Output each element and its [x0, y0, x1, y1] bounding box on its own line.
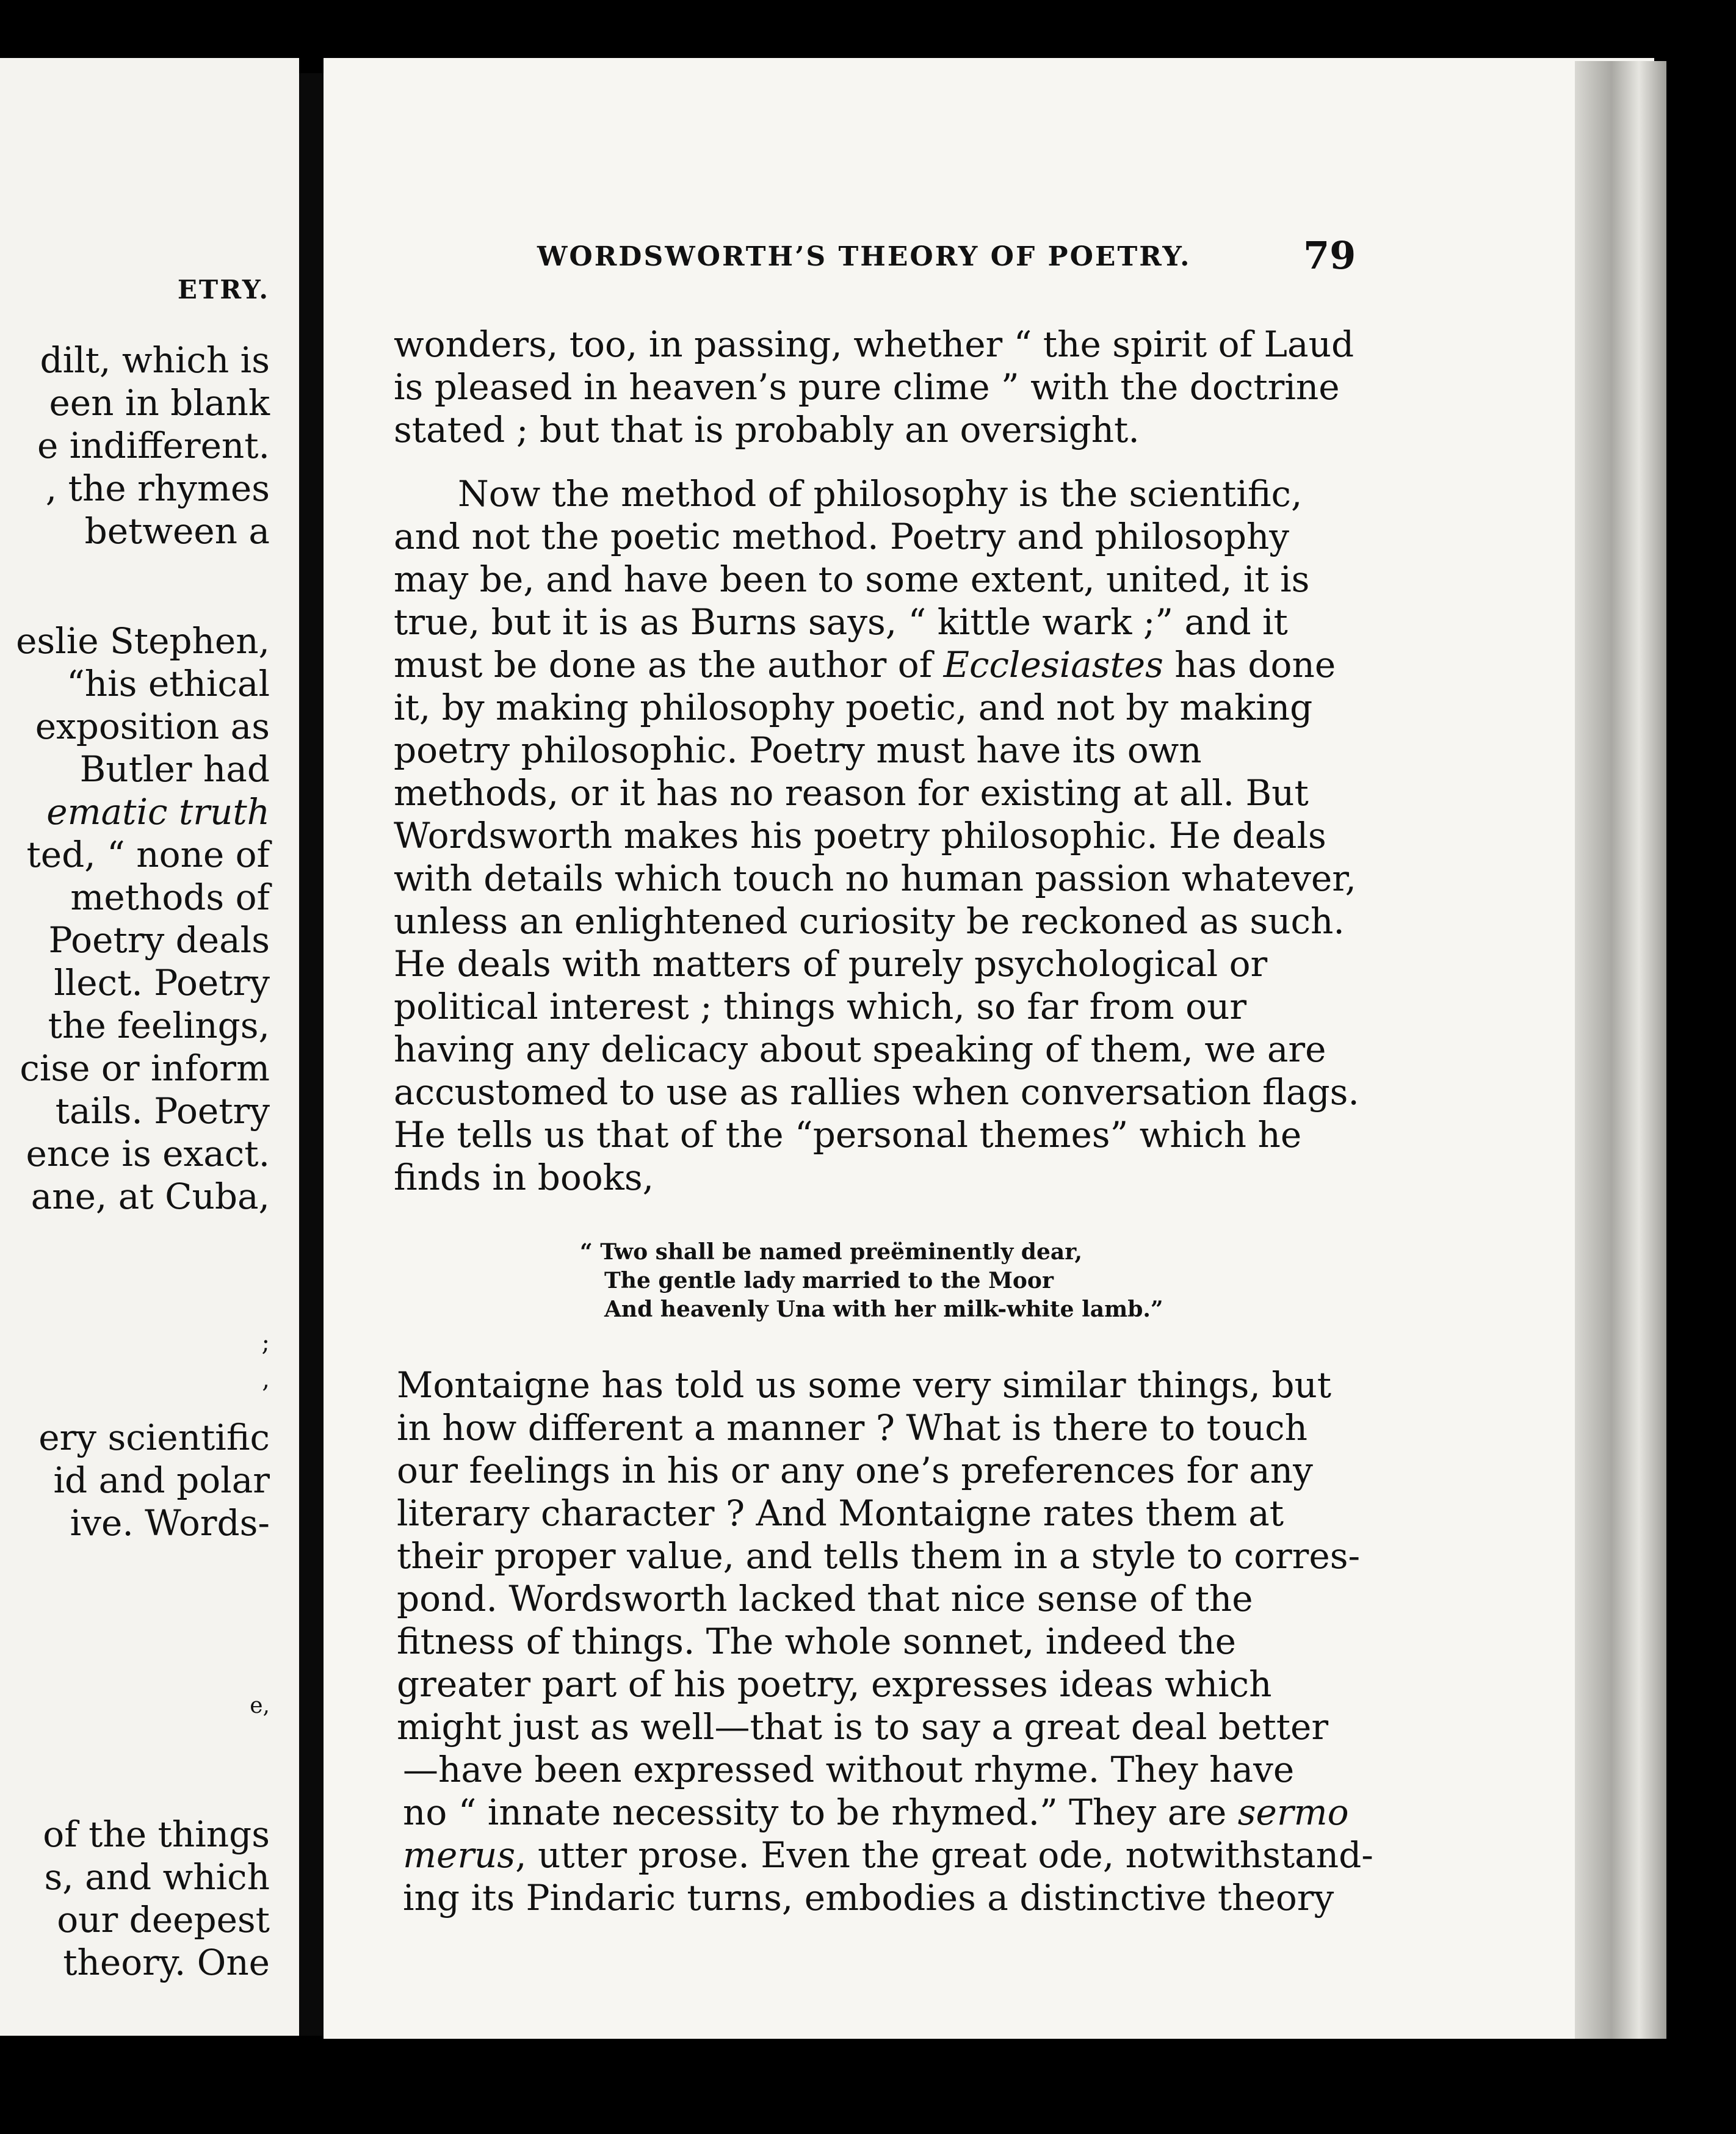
text-line: He deals with matters of purely psychological or: [394, 943, 1268, 985]
left-line: Poetry deals: [48, 919, 270, 961]
left-line: exposition as: [35, 706, 270, 747]
left-line: our deepest: [57, 1899, 270, 1940]
left-line: e,: [250, 1693, 270, 1718]
quote-line: And heavenly Una with her milk-white lamb.”: [604, 1297, 1163, 1322]
text-line: [394, 644, 1367, 685]
text-line: greater part of his poetry, expresses ideas which: [397, 1663, 1272, 1705]
left-line: ematic truth: [46, 791, 270, 833]
left-line: llect. Poetry: [54, 962, 270, 1004]
text-segment: must be done as the author of: [394, 644, 944, 685]
left-line: cise or inform: [20, 1047, 270, 1089]
text-line: Montaigne has told us some very similar things, but: [397, 1364, 1332, 1406]
text-line: [403, 1792, 1383, 1833]
text-line: literary character ? And Montaigne rates them at: [397, 1492, 1284, 1534]
left-line: theory. One: [63, 1942, 270, 1983]
text-line: true, but it is as Burns says, “ kittle wark ;” and it: [394, 601, 1288, 643]
text-line: methods, or it has no reason for existing at all. But: [394, 772, 1309, 814]
text-segment: no “ innate necessity to be rhymed.” They are: [403, 1792, 1238, 1833]
text-line: their proper value, and tells them in a style to corres-: [397, 1535, 1361, 1577]
text-line: wonders, too, in passing, whether “ the spirit of Laud: [394, 324, 1354, 365]
text-line: unless an enlightened curiosity be reckoned as such.: [394, 900, 1345, 942]
text-line: accustomed to use as rallies when conversation flags.: [394, 1071, 1359, 1113]
text-line: in how different a manner ? What is there to touch: [397, 1407, 1307, 1449]
left-page: [0, 58, 299, 2036]
left-line: ted, “ none of: [26, 834, 270, 875]
text-line: fitness of things. The whole sonnet, indeed the: [397, 1621, 1236, 1662]
left-line: of the things: [43, 1814, 270, 1855]
quote-line: “ Two shall be named preëminently dear,: [580, 1239, 1083, 1265]
page-edges: [1575, 61, 1666, 2039]
left-line: “his ethical: [67, 663, 270, 704]
left-line: tails. Poetry: [55, 1090, 270, 1132]
left-line: ,: [262, 1365, 270, 1394]
left-line: ;: [261, 1329, 270, 1357]
text-line: might just as well—that is to say a great deal better: [397, 1706, 1329, 1748]
text-line: pond. Wordsworth lacked that nice sense of the: [397, 1578, 1253, 1619]
text-line: with details which touch no human passion whatever,: [394, 858, 1356, 899]
left-line: ive. Words-: [70, 1502, 270, 1544]
text-line: Now the method of philosophy is the scientific,: [458, 473, 1303, 515]
left-line: ery scientific: [38, 1417, 270, 1458]
left-line: s, and which: [44, 1856, 270, 1898]
text-line: Wordsworth makes his poetry philosophic. He deals: [394, 815, 1326, 856]
running-head: WORDSWORTH’S THEORY OF POETRY.: [537, 241, 1192, 272]
left-line: ence is exact.: [26, 1133, 270, 1174]
text-line: and not the poetic method. Poetry and philosophy: [394, 516, 1290, 557]
left-line: the feelings,: [48, 1005, 270, 1046]
left-line: methods of: [70, 877, 270, 918]
text-line: our feelings in his or any one’s preferences for any: [397, 1450, 1313, 1491]
text-line: is pleased in heaven’s pure clime ” with the doctrine: [394, 366, 1340, 408]
text-line: —have been expressed without rhyme. They have: [403, 1749, 1295, 1790]
text-line: finds in books,: [394, 1157, 654, 1198]
left-line: dilt, which is: [40, 339, 270, 381]
book-gutter: [299, 73, 324, 2036]
text-line: stated ; but that is probably an oversight.: [394, 409, 1140, 450]
text-line: political interest ; things which, so far from our: [394, 986, 1247, 1027]
left-line: eslie Stephen,: [16, 620, 270, 662]
text-line: ing its Pindaric turns, embodies a distinctive theory: [403, 1877, 1334, 1919]
text-line: it, by making philosophy poetic, and not by making: [394, 687, 1313, 728]
italic-phrase: sermo: [1237, 1792, 1349, 1833]
left-line: e indifferent.: [37, 425, 270, 466]
left-line: id and polar: [53, 1459, 270, 1501]
text-line: having any delicacy about speaking of them, we are: [394, 1029, 1326, 1070]
text-segment: has done: [1163, 644, 1336, 685]
left-running-head: ETRY.: [177, 275, 270, 305]
scan-border: [1666, 58, 1736, 2134]
page-number: 79: [1303, 233, 1356, 278]
left-line: een in blank: [49, 382, 270, 424]
left-line: between a: [84, 510, 270, 552]
text-line: [403, 1834, 1383, 1876]
italic-phrase: merus: [403, 1834, 516, 1876]
text-line: poetry philosophic. Poetry must have its own: [394, 729, 1202, 771]
left-line: Butler had: [79, 748, 270, 790]
quote-line: The gentle lady married to the Moor: [604, 1268, 1054, 1293]
left-line: ane, at Cuba,: [31, 1176, 270, 1217]
text-segment: , utter prose. Even the great ode, notwithstand-: [515, 1834, 1373, 1876]
text-line: He tells us that of the “personal themes” which he: [394, 1114, 1302, 1156]
italic-title: Ecclesiastes: [943, 644, 1163, 685]
left-line: , the rhymes: [45, 468, 270, 509]
text-line: may be, and have been to some extent, united, it is: [394, 559, 1310, 600]
